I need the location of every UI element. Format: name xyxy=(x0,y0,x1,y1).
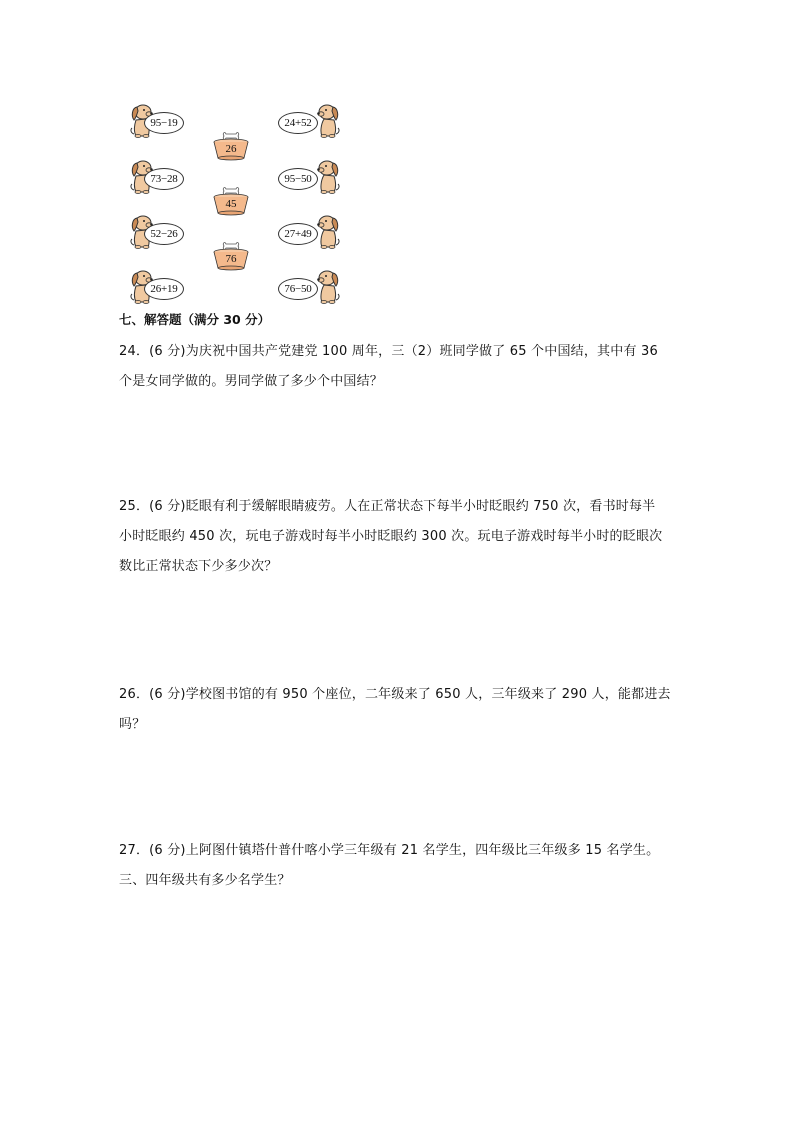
question-25 xyxy=(119,492,679,582)
dog-icon xyxy=(314,100,342,138)
dog-right-4[interactable] xyxy=(278,266,342,306)
dog-icon xyxy=(314,266,342,304)
question-line: 小时眨眼约 450 次，玩电子游戏时每半小时眨眼约 300 次。玩电子游戏时每半小时的眨眼次 xyxy=(119,529,663,544)
question-line: 吗？ xyxy=(119,717,146,732)
expression-bubble: 27+49 xyxy=(278,223,318,245)
question-24 xyxy=(119,337,679,397)
bowl-3[interactable] xyxy=(211,238,251,272)
expression-bubble: 95−50 xyxy=(278,168,318,190)
question-line: 个是女同学做的。男同学做了多少个中国结？ xyxy=(119,374,384,389)
question-26 xyxy=(119,680,679,740)
dog-right-1[interactable] xyxy=(278,100,342,140)
expression-bubble: 52−26 xyxy=(144,223,184,245)
expression-bubble: 76−50 xyxy=(278,278,318,300)
expression-bubble: 26+19 xyxy=(144,278,184,300)
dog-icon xyxy=(314,156,342,194)
expression-bubble: 95−19 xyxy=(144,112,184,134)
question-line: 24．(6 分)为庆祝中国共产党建党 100 周年，三（2）班同学做了 65 个中国结，其中有 36 xyxy=(119,344,658,359)
bowl-number: 26 xyxy=(225,143,237,155)
bowl-1[interactable] xyxy=(211,128,251,162)
dog-icon xyxy=(314,211,342,249)
question-line: 25．(6 分)眨眼有利于缓解眼睛疲劳。人在正常状态下每半小时眨眼约 750 次，看书时每半 xyxy=(119,499,656,514)
expression-bubble: 73−28 xyxy=(144,168,184,190)
expression-bubble: 24+52 xyxy=(278,112,318,134)
dog-left-1[interactable] xyxy=(128,100,192,140)
question-line: 27．(6 分)上阿图什镇塔什普什喀小学三年级有 21 名学生，四年级比三年级多 15 名学生。 xyxy=(119,843,660,858)
dog-left-4[interactable] xyxy=(128,266,192,306)
question-line: 26．(6 分)学校图书馆的有 950 个座位，二年级来了 650 人，三年级来了 290 人，能都进去 xyxy=(119,687,671,702)
dog-right-2[interactable] xyxy=(278,156,342,196)
bowl-number: 45 xyxy=(225,198,237,210)
dog-left-3[interactable] xyxy=(128,211,192,251)
bowl-number: 76 xyxy=(225,253,237,265)
section-title: 七、解答题（满分 30 分） xyxy=(119,312,271,327)
dog-left-2[interactable] xyxy=(128,156,192,196)
question-line: 数比正常状态下少多少次？ xyxy=(119,559,278,574)
bowl-2[interactable] xyxy=(211,183,251,217)
question-line: 三、四年级共有多少名学生？ xyxy=(119,873,291,888)
dog-right-3[interactable] xyxy=(278,211,342,251)
question-27 xyxy=(119,836,679,896)
